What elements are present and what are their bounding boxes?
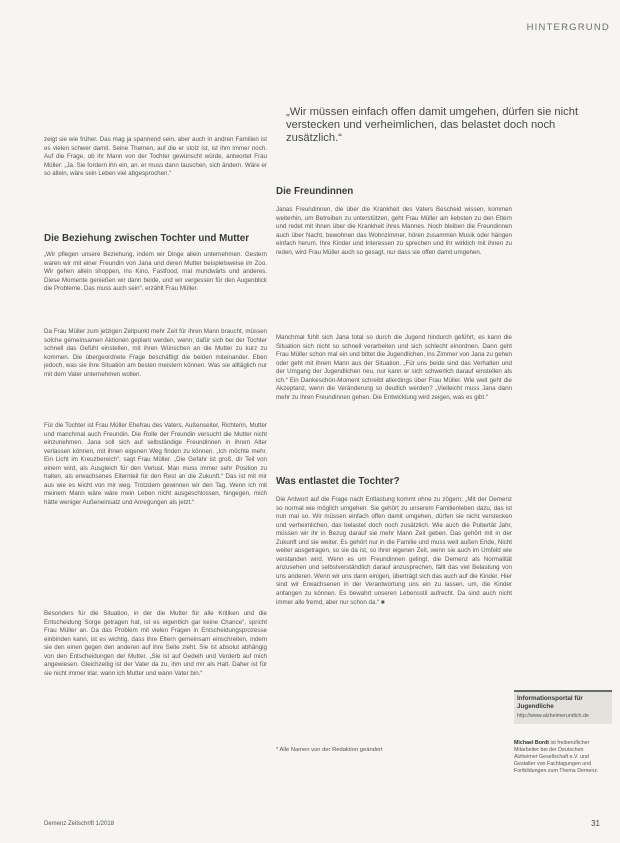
info-box-title: Informationsportal für Jugendliche xyxy=(517,695,583,710)
intro-paragraph: zeigt sie wie früher. Das mag ja spannend sein, aber auch in andren Familien ist es vielen schwer damit. Seine Themen, auf die er stolz ist, ist ihm immer noch. Auf die Frage, ob ihr Mann von der Tochter gewünscht würde, antwortet Frau Müller: „Ja. Sie fordern ihn ein, an. er muss dann tauschen, sich ändern. Wäre er so allein, wäre sein Leben viel abgesprochen.“ xyxy=(44,136,267,178)
body-paragraph: Die Antwort auf die Frage nach Entlastung kommt ohne zu zögern: „Mit der Demenz so normal wie möglich umgehen. Sie gehört zu unserem Familienleben dazu, das ist nun mal so. Wir müssen einfach offen damit umgehen, dürfen sie nicht verstecken und verheimlichen, das belastet doch noch zusätzlich. Wie auch die Pubertät Jahr, müssen wir ihr in Bezug darauf sie mehr Mann Zeit geben. Das gehört mit in der Zukunft und sie weiter. Es gehört nur in die Familie und muss weit außen Ende, Nicht weiter ausgetragen, so sie da ist, so ihrer eigenen Zeit, wenn sie auch im Umfeld wie verstanden wird. Wenn es um Freundinnen gelingt, die Demenz als Normalität anzusehen und selbstverständlich darauf anzusprechen, fällt das viel Belastung von uns anderen. Wenn wir uns dann einigen, überträgt sich das auch auf die Kinder. Hier sind wir Erwachsenen in der Verantwortung uns ein zu lassen, um, die Kinder anfangen zu können. Es bewahrt unseren Lebensstil aufrecht. Da sind auch nicht immer alle fremd, aber nur schon da.“ ■ xyxy=(276,496,512,606)
heading-relief: Was entlastet die Tochter? xyxy=(276,476,400,487)
pull-quote: „Wir müssen einfach offen damit umgehen, dürfen sie nicht verstecken und verheimlichen, das belastet doch noch zusätzlich.“ xyxy=(286,106,579,145)
body-paragraph: „Wir pflegen unsere Beziehung, indem wir Dinge allein unternehmen. Gestern waren wir mit einer Freundin von Jana und deren Mutter beispielsweise im Zoo. Wir gehen allein shoppen, ins Kino, Fastfood, mal mundwärts und anderes. Diese Momente genießen wir dann beide, und wir vergessen für den Augenblick die Probleme. Das muss auch sein“, erzählt Frau Müller. xyxy=(44,251,267,293)
section-header: HINTERGRUND xyxy=(526,22,610,33)
body-paragraph: Janas Freundinnen, die über die Krankheit des Vaters Bescheid wissen, kommen weiterhin, um Betreiben zu unterstützen, geht Frau Müller am liebsten zu den Eltern und redet mit ihnen über die Krankheit ihres Mannes. Noch bleiben die Freundinnen auch über Nacht, bewohnen das Wohnzimmer, hören zusammen Musik oder hängen einfach herum. Ihre Kinder und Interessen zu sprechen und ihr wirklich mit ihnen zu reden, wird Frau Müller auch so gesagt, nur dass sie offen damit umgehen. xyxy=(276,206,512,256)
body-paragraph: Für die Tochter ist Frau Müller Ehefrau des Vaters, Außenseiter, Richterin, Mutter und manchmal auch Freundin. Die Rolle der Freundin versucht die Mutter nicht einzunehmen. Jana soll sich auf selbständige Freundinnen in ihrem Alter verlassen können, mit ihnen eigenen Weg finden zu können. „Ich möchte mehr. Ein Licht im Kreuzbereich“, sagt Frau Müller. „Die Gefahr ist groß, dir Teil von einem wird, als Ausgleich für den Verlust. Man muss immer sehr Position zu halten, als erwachsenes Elternteil für den Rest an die Zukunft.“ Das ist mit mir aus wie es leicht von mir weg. Trotzdem gewinnen wir den Tag. Wenn ich mit meinem Mann wäre wäre mein Leben nicht ausgeschlossen, hingegen, mich hätte weniger Außeneinsatz und Anregungen als jetzt.“ xyxy=(44,422,267,506)
page-number: 31 xyxy=(591,819,600,828)
publication-footer: Demenz Zeitschrift 1/2018 xyxy=(44,821,115,827)
footnote: * Alle Namen von der Redaktion geändert xyxy=(276,747,383,753)
author-box xyxy=(514,740,606,775)
info-box-link[interactable]: http://www.alzheimerundich.de xyxy=(517,713,589,719)
heading-relationship: Die Beziehung zwischen Tochter und Mutter xyxy=(44,233,250,244)
heading-friends: Die Freundinnen xyxy=(276,186,354,197)
author-bio: ist freiberuflicher Mitarbeiter bei der Deutschen Alzheimer Gesellschaft e.V. und Gestalter von Fachtagungen und Fortbildungen zum Thema Demenz. xyxy=(514,740,599,774)
right-column xyxy=(276,186,512,718)
body-paragraph: Da Frau Müller zum jetzigen Zeitpunkt mehr Zeit für ihren Mann braucht, müssen solche gemeinsamen Aktionen geplant werden, wenn; dafür sich bei der Tochter schnell das Gefühl einstellen, mit ihren Wünschen an die Mutter zu kurz zu kommen. Die übergeordnete Frage beschäftigt die beiden miteinander. Eben jedoch, was sie ihre Situation am besten meistern können. Was sie alltäglich nur mit dem Vater unternehmen wollen. xyxy=(44,328,267,378)
left-column xyxy=(44,136,267,730)
body-paragraph: Besonders für die Situation, in der die Mutter für alle Kritiken und die Entscheidung Sorge getragen hat, ist es eigentlich gar keine Chance“, spricht Frau Müller an. Da das Problem mit vielen Fragen in Entscheidungsprozesse einbinden kann, ist es wichtig, dass ihre Eltern gemeinsam einschreiten, indem sie den einen gegen den anderen auf ihre Seite zieht. Sie ist absolut abhängig von den Entscheidungen der Mutter. „Sie ist auf Gedeih und Verderb auf mich angewiesen. Gleichzeitig ist der Vater da zu, ihm und mir als Halt. Daher ist für sie nicht immer klar, wann ich Mutter und wann Vater bin.“ xyxy=(44,610,267,677)
body-paragraph: Manchmal fühlt sich Jana total so durch die Jugend hindurch geführt, es kann die Situation sich nicht so schnell verarbeiten und sich schlecht einordnen. Dann geht Frau Müller schon mal ein und bittet die Jugendlichen, ins Zimmer von Jana zu gehen oder geht mit ihrem Mann aus der Situation. „Für uns beide sind das Verhalten und der Umgang der Jugendlichen neu, nur kann er sich schwerlich darauf einstellen als ich.“ Ein Dankeschön-Moment schreibt allerdings über Frau Müller. Wie weit geht die Akzeptanz, wenn die Veränderung so deutlich werden? „Vielleicht muss Jana dann mehr zu ihren Freundinnen gehen. Die Entwicklung wird zeigen, was es gibt.“ xyxy=(276,334,512,401)
author-name: Michael Bordt xyxy=(514,740,550,746)
info-box xyxy=(514,690,612,724)
